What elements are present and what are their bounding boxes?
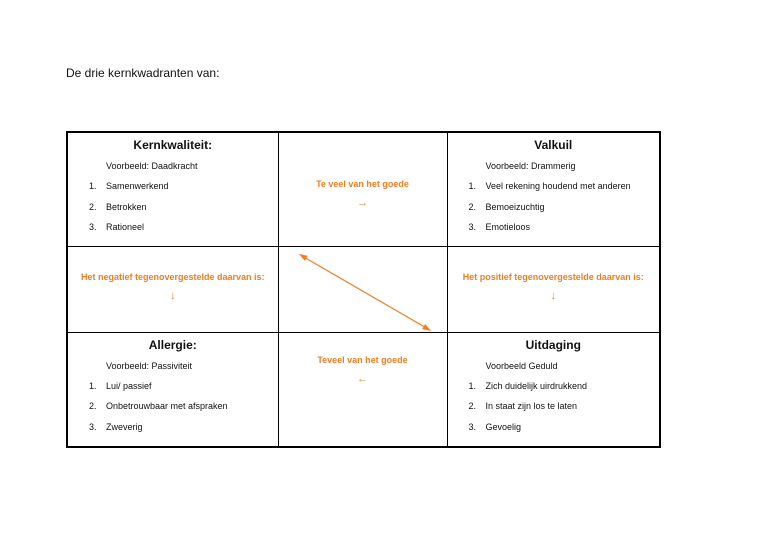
list-item: 2. Bemoeizuchtig <box>468 201 545 212</box>
arrow-right-icon: → <box>357 197 368 209</box>
quadrant-uitdaging <box>447 332 660 447</box>
quadrant-title: Uitdaging <box>525 337 581 352</box>
double-arrow-icon <box>279 247 447 332</box>
connector-right <box>447 246 660 332</box>
quadrant-list <box>68 376 278 438</box>
quadrant-example: Voorbeeld: Daadkracht <box>106 161 198 171</box>
connector-bottom <box>278 332 447 447</box>
core-quadrant-table <box>66 131 661 448</box>
list-item: 3. Rationeel <box>89 222 145 232</box>
quadrant-example: Voorbeeld: Passiviteit <box>106 360 193 371</box>
connector-top <box>278 132 447 246</box>
list-item: 1. Samenwerkend <box>89 181 169 191</box>
intro-text: De drie kernkwadranten van: <box>66 66 220 80</box>
quadrant-kernkwaliteit <box>67 132 278 246</box>
list-item: 3. Emotieloos <box>468 222 531 232</box>
connector-label: Het negatief tegenovergestelde daarvan is: <box>80 271 265 282</box>
list-item: 2. In staat zijn los te laten <box>468 401 578 411</box>
arrow-down-icon: ↓ <box>550 289 556 302</box>
list-item: 2. Onbetrouwbaar met afspraken <box>89 401 228 411</box>
quadrant-valkuil <box>447 132 660 246</box>
arrow-left-icon: ← <box>357 372 368 385</box>
quadrant-example: Voorbeeld: Drammerig <box>485 161 576 171</box>
connector-label: Teveel van het goede <box>317 354 408 365</box>
arrow-down-icon: ↓ <box>170 289 176 302</box>
list-item: 1. Veel rekening houdend met anderen <box>468 181 631 191</box>
quadrant-list <box>448 376 660 438</box>
connector-left <box>67 246 278 332</box>
quadrant-example: Voorbeeld Geduld <box>485 360 558 371</box>
quadrant-list <box>448 176 660 238</box>
list-item: 2. Betrokken <box>89 201 147 212</box>
quadrant-title: Allergie: <box>148 337 197 352</box>
quadrant-list <box>68 176 278 238</box>
list-item: 3. Zweverig <box>89 421 143 432</box>
connector-label: Het positief tegenovergestelde daarvan is: <box>462 271 644 282</box>
quadrant-title: Kernkwaliteit: <box>133 138 213 152</box>
list-item: 3. Gevoelig <box>468 421 522 432</box>
connector-label: Te veel van het goede <box>316 179 409 189</box>
list-item: 1. Zich duidelijk uirdrukkend <box>468 380 588 391</box>
center-cell <box>278 246 447 332</box>
quadrant-allergie <box>67 332 278 447</box>
quadrant-title: Valkuil <box>534 138 573 152</box>
list-item: 1. Lui/ passief <box>89 380 152 391</box>
